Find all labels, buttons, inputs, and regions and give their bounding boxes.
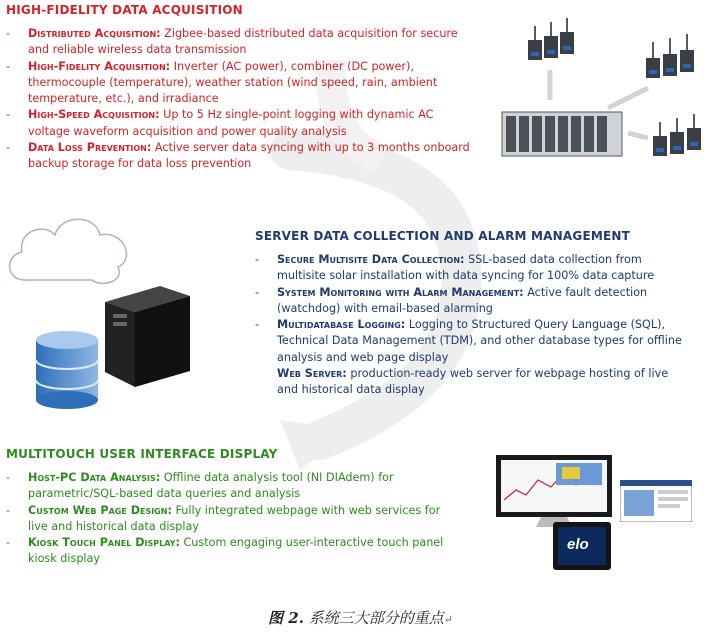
list-item: - High-Speed Acquisition: Up to 5 Hz single-point logging with dynamic AC voltage waveform acquisition and power quality analysis xyxy=(6,108,434,138)
web-page-image xyxy=(620,480,692,522)
list-item: - High-Fidelity Acquisition: Inverter (AC power), combiner (DC power), thermocouple (temperature), weather station (wind speed, rain, ambient temperature, etc.), and irradiance xyxy=(6,59,438,106)
caption-text: 系统三大部分的重点 xyxy=(303,609,444,627)
wireless-hardware-image xyxy=(488,18,720,188)
list-item: - System Monitoring with Alarm Management: Active fault detection (watchdog) with email-based alarming xyxy=(255,285,648,315)
list-item: - Multidatabase Logging: Logging to Structured Query Language (SQL), Technical Data Management (TDM), and other database types for offline analysis and web page display xyxy=(255,318,682,364)
ui-list xyxy=(6,470,446,568)
list-item: - Host-PC Data Analysis: Offline data analysis tool (NI DIAdem) for parametric/SQL-based data queries and analysis xyxy=(6,471,394,501)
kiosk-brand: elo xyxy=(567,536,589,553)
server-tower-icon xyxy=(105,284,190,389)
ui-title: MULTITOUCH USER INTERFACE DISPLAY xyxy=(6,447,278,461)
paragraph-mark: ↵ xyxy=(443,613,453,626)
acquisition-title: HIGH-FIDELITY DATA ACQUISITION xyxy=(6,3,243,17)
list-item: - Distributed Acquisition: Zigbee-based distributed data acquisition for secure and reliable wireless data transmission xyxy=(6,27,458,57)
figure-caption xyxy=(0,607,721,628)
figure-number: 图 2. xyxy=(268,609,304,627)
list-item: - Kiosk Touch Panel Display: Custom engaging user-interactive touch panel kiosk display xyxy=(6,536,444,566)
server-title: SERVER DATA COLLECTION AND ALARM MANAGEMENT xyxy=(255,229,631,243)
list-item: - Custom Web Page Design: Fully integrated webpage with web services for live and historical data display xyxy=(6,503,441,533)
list-item: - Data Loss Prevention: Active server data syncing with up to 3 months onboard backup storage for data loss prevention xyxy=(6,141,470,171)
list-item: Web Server: production-ready web server for webpage hosting of live and historical data display xyxy=(277,367,669,397)
acquisition-list xyxy=(6,26,471,173)
server-list xyxy=(255,252,685,399)
cloud-icon xyxy=(0,205,140,295)
list-item: - Secure Multisite Data Collection: SSL-based data collection from multisite solar installation with data syncing for 100% data capture xyxy=(255,253,655,283)
database-icon xyxy=(32,330,102,410)
